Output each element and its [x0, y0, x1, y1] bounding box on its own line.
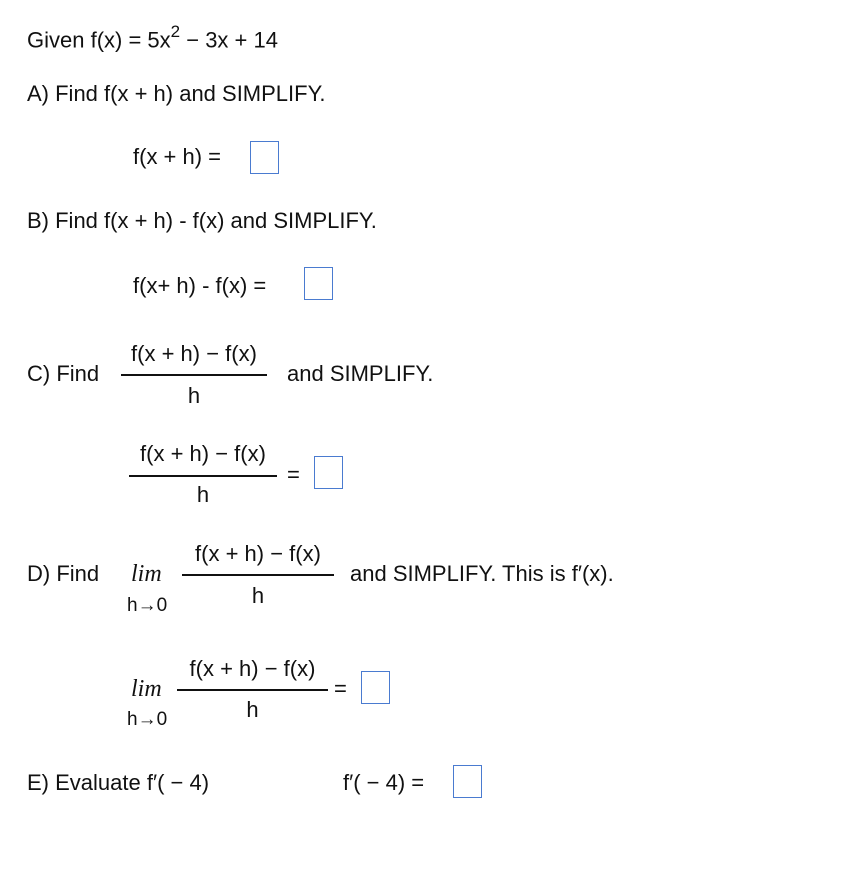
part-c-answer-numerator: f(x + h) − f(x): [140, 441, 266, 466]
part-d-denominator: h: [251, 583, 265, 608]
part-d-after: and SIMPLIFY. This is f′(x).: [350, 561, 614, 586]
given-suffix: − 3x + 14: [180, 27, 278, 53]
part-d-answer-box[interactable]: [361, 671, 390, 704]
part-c-denominator: h: [187, 383, 201, 408]
part-d-answer-fraction: [175, 655, 330, 725]
part-e-prompt: E) Evaluate f′( − 4): [27, 770, 210, 795]
part-d-find: D) Find: [27, 561, 100, 586]
part-d-fraction-bar: [182, 574, 334, 576]
part-c-find: C) Find: [27, 361, 100, 386]
part-b-label: f(x+ h) - f(x) =: [133, 273, 267, 298]
part-c-answer-denominator: h: [196, 482, 210, 507]
part-d-answer-denominator: h: [246, 697, 259, 722]
given-prefix: Given f(x) = 5x: [27, 27, 171, 53]
part-d-lim-sub: h→0: [127, 595, 168, 616]
part-c-numerator: f(x + h) − f(x): [131, 341, 257, 366]
part-d-answer-fraction-bar: [177, 689, 328, 691]
part-d-answer-lim-sub: h→0: [127, 709, 168, 730]
part-c-answer-fraction-bar: [129, 475, 277, 477]
part-c-answer-fraction: [127, 440, 279, 510]
part-d-fraction: [180, 540, 336, 610]
part-d-numerator: f(x + h) − f(x): [195, 541, 321, 566]
part-e-label: f′( − 4) =: [343, 770, 425, 795]
part-a-prompt: A) Find f(x + h) and SIMPLIFY.: [27, 81, 326, 106]
part-b-prompt: B) Find f(x + h) - f(x) and SIMPLIFY.: [27, 208, 377, 233]
part-c-fraction-bar: [121, 374, 267, 376]
part-c-answer-box[interactable]: [314, 456, 343, 489]
given-function: [27, 22, 278, 53]
part-b-answer-box[interactable]: [304, 267, 333, 300]
part-e-answer-box[interactable]: [453, 765, 482, 798]
part-c-equals: =: [287, 462, 300, 487]
part-d-answer-lim: lim: [131, 676, 162, 702]
part-d-equals: =: [334, 676, 347, 701]
part-a-answer-box[interactable]: [250, 141, 279, 174]
part-c-after: and SIMPLIFY.: [287, 361, 434, 386]
part-a-label: f(x + h) =: [133, 144, 222, 169]
given-exponent: 2: [170, 22, 181, 41]
part-d-lim: lim: [131, 561, 162, 587]
part-d-answer-numerator: f(x + h) − f(x): [189, 656, 316, 681]
part-c-fraction: [119, 340, 269, 410]
